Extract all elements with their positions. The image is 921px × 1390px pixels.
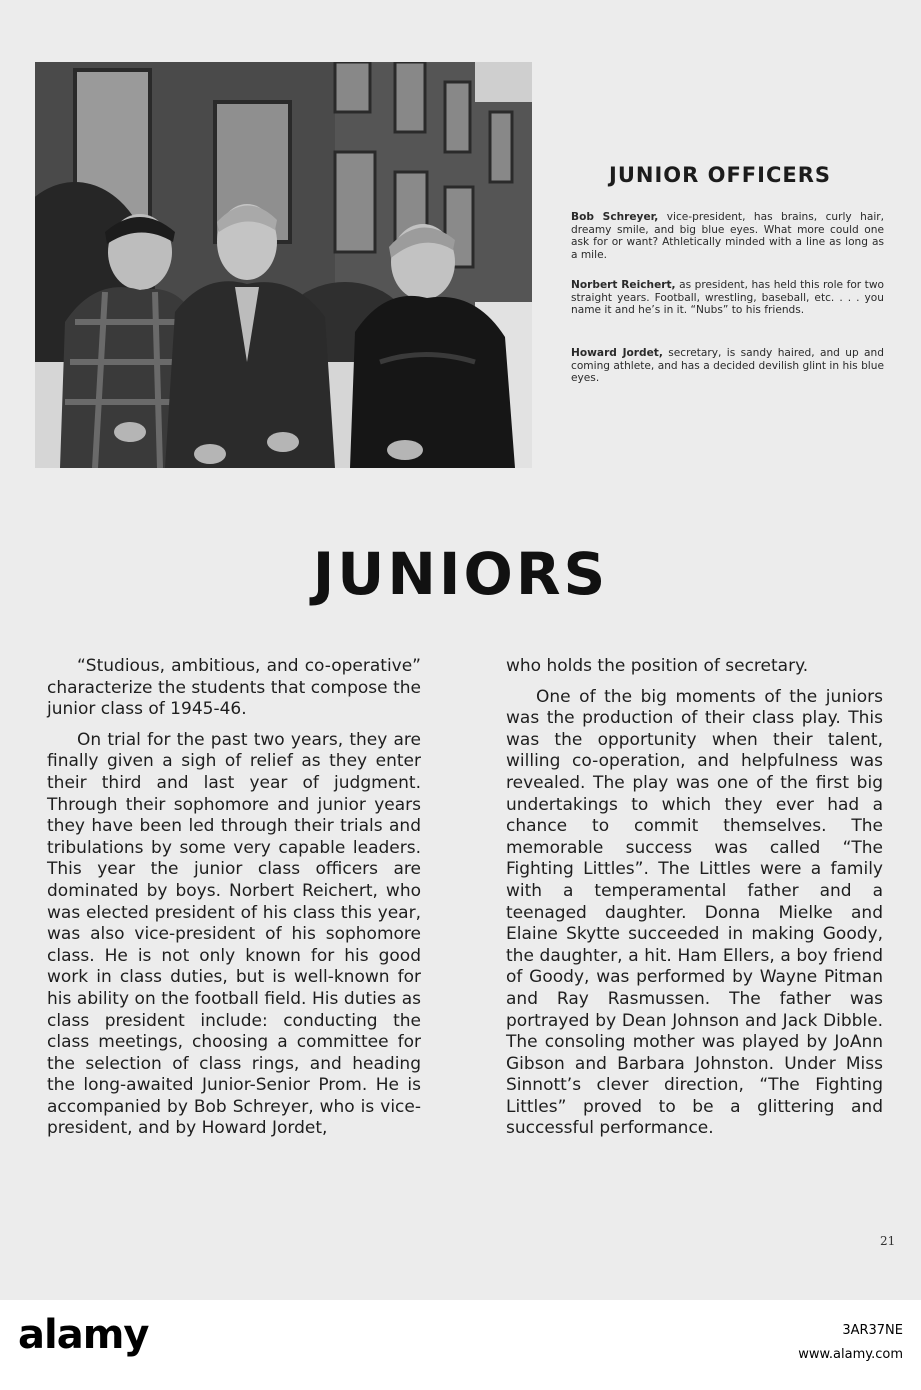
officers-photo (35, 62, 532, 468)
officer-caption (571, 347, 884, 385)
officers-heading: JUNIOR OFFICERS (609, 163, 831, 187)
image-id: 3AR37NE (842, 1323, 903, 1338)
officer-name: Norbert Reichert, (571, 279, 676, 291)
officer-description: vice-president, has brains, curly hair, dreamy smile, and big blue eyes. What more could one ask for or want? Athletically minded with a line as long as a mile. (571, 211, 884, 261)
officer-caption (571, 279, 884, 317)
officer-description: as president, has held this role for two straight years. Football, wrestling, baseball, etc. . . . you name it and he’s in it. “Nubs” to his friends. (571, 279, 884, 317)
officer-caption (571, 211, 884, 261)
article-paragraph: “Studious, ambitious, and co-operative” characterize the students that compose the junior class of 1945-46. (47, 656, 421, 720)
article-paragraph: One of the big moments of the juniors was the production of their class play. This was the opportunity when their talent, willing co-operation, and helpfulness was revealed. The play was one of the first big undertakings to which they ever had a chance to commit themselves. The memorable success was called “The Fighting Littles”. The Littles were a family with a temperamental father and a teenaged daughter. Donna Mielke and Elaine Skytte succeeded in making Goody, the daughter, a hit. Ham Ellers, a boy friend of Goody, was performed by Wayne Pitman and Ray Rasmussen. The father was portrayed by Dean Johnson and Jack Dibble. The consoling mother was played by JoAnn Gibson and Barbara Johnston. Under Miss Sinnott’s clever direction, “The Fighting Littles” proved to be a glittering and successful performance. (506, 686, 883, 1139)
officer-name: Howard Jordet, (571, 347, 663, 359)
article-paragraph: who holds the position of secretary. (506, 656, 809, 676)
brand-logo: alamy (18, 1312, 149, 1358)
officer-description: secretary, is sandy haired, and up and coming athlete, and has a decided devilish glint in his blue eyes. (571, 347, 884, 385)
article-column-right (506, 656, 883, 1149)
officer-name: Bob Schreyer, (571, 211, 659, 223)
site-url: www.alamy.com (798, 1347, 903, 1362)
officers-photo-art (35, 62, 532, 468)
page-title: JUNIORS (312, 540, 609, 608)
article-column-left (47, 656, 421, 1149)
article-paragraph: On trial for the past two years, they are finally given a sigh of relief as they enter their third and last year of judgment. Through their sophomore and junior years they have been led through their trials and tribulations by some very capable leaders. This year the junior class officers are dominated by boys. Norbert Reichert, who was elected president of his class this year, was also vice-president of his sophomore class. He is not only known for his good work in class duties, but is well-known for his ability on the football field. His duties as class president include: conducting the class meetings, choosing a committee for the selection of class rings, and heading the long-awaited Junior-Senior Prom. He is accompanied by Bob Schreyer, who is vice-president, and by Howard Jordet, (47, 729, 421, 1139)
page-number: 21 (880, 1234, 896, 1248)
